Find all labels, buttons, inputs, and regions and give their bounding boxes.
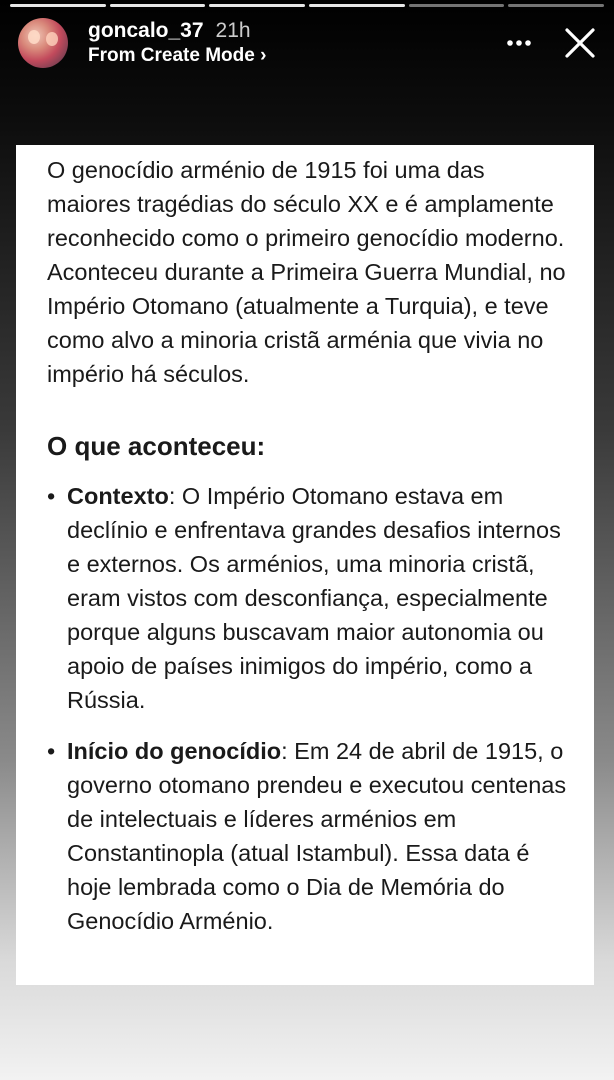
bullet-text: : Em 24 de abril de 1915, o governo otomano prendeu e executou centenas de intelectuais e líderes arménios em Constantinopla (atual Istambul). Essa data é hoje lembrada como o Dia de Memória do Genocídio Arménio. [67,738,567,934]
story-content-card [16,145,594,985]
list-item [47,479,574,717]
user-line [88,18,266,44]
story-progress-bar [10,4,604,7]
create-mode-link[interactable]: From Create Mode › [88,45,267,66]
close-icon [564,27,596,59]
progress-segment [110,4,206,7]
story-header [18,16,600,70]
section-title: O que aconteceu: [47,431,266,461]
progress-segment [10,4,106,7]
progress-segment [309,4,405,7]
bullet-term: Início do genocídio [67,738,282,764]
more-options-button[interactable] [502,26,536,60]
intro-paragraph: O genocídio arménio de 1915 foi uma das maiores tragédias do século XX e é amplamente reconhecido como o primeiro genocídio moderno. Aconteceu durante a Primeira Guerra Mundial, no Império Otomano (atualmente a Turquia), e teve como alvo a minoria cristã arménia que vivia no império há séculos. [47,157,566,387]
close-button[interactable] [560,23,600,63]
header-actions [502,23,600,63]
username[interactable]: goncalo_37 [88,19,204,42]
post-time: 21h [215,19,251,42]
user-meta [88,18,266,68]
avatar[interactable] [18,18,68,68]
more-horizontal-icon [506,39,532,47]
list-item [47,734,574,938]
bullet-list [47,479,574,938]
bullet-text: : O Império Otomano estava em declínio e enfrentava grandes desafios internos e externos. Os arménios, uma minoria cristã, eram vistos com desconfiança, especialmente porque alguns buscavam maior autonomia ou apoio de países inimigos do império, como a Rússia. [67,483,561,713]
progress-segment [209,4,305,7]
bullet-term: Contexto [67,483,169,509]
progress-segment [409,4,505,7]
progress-segment [508,4,604,7]
